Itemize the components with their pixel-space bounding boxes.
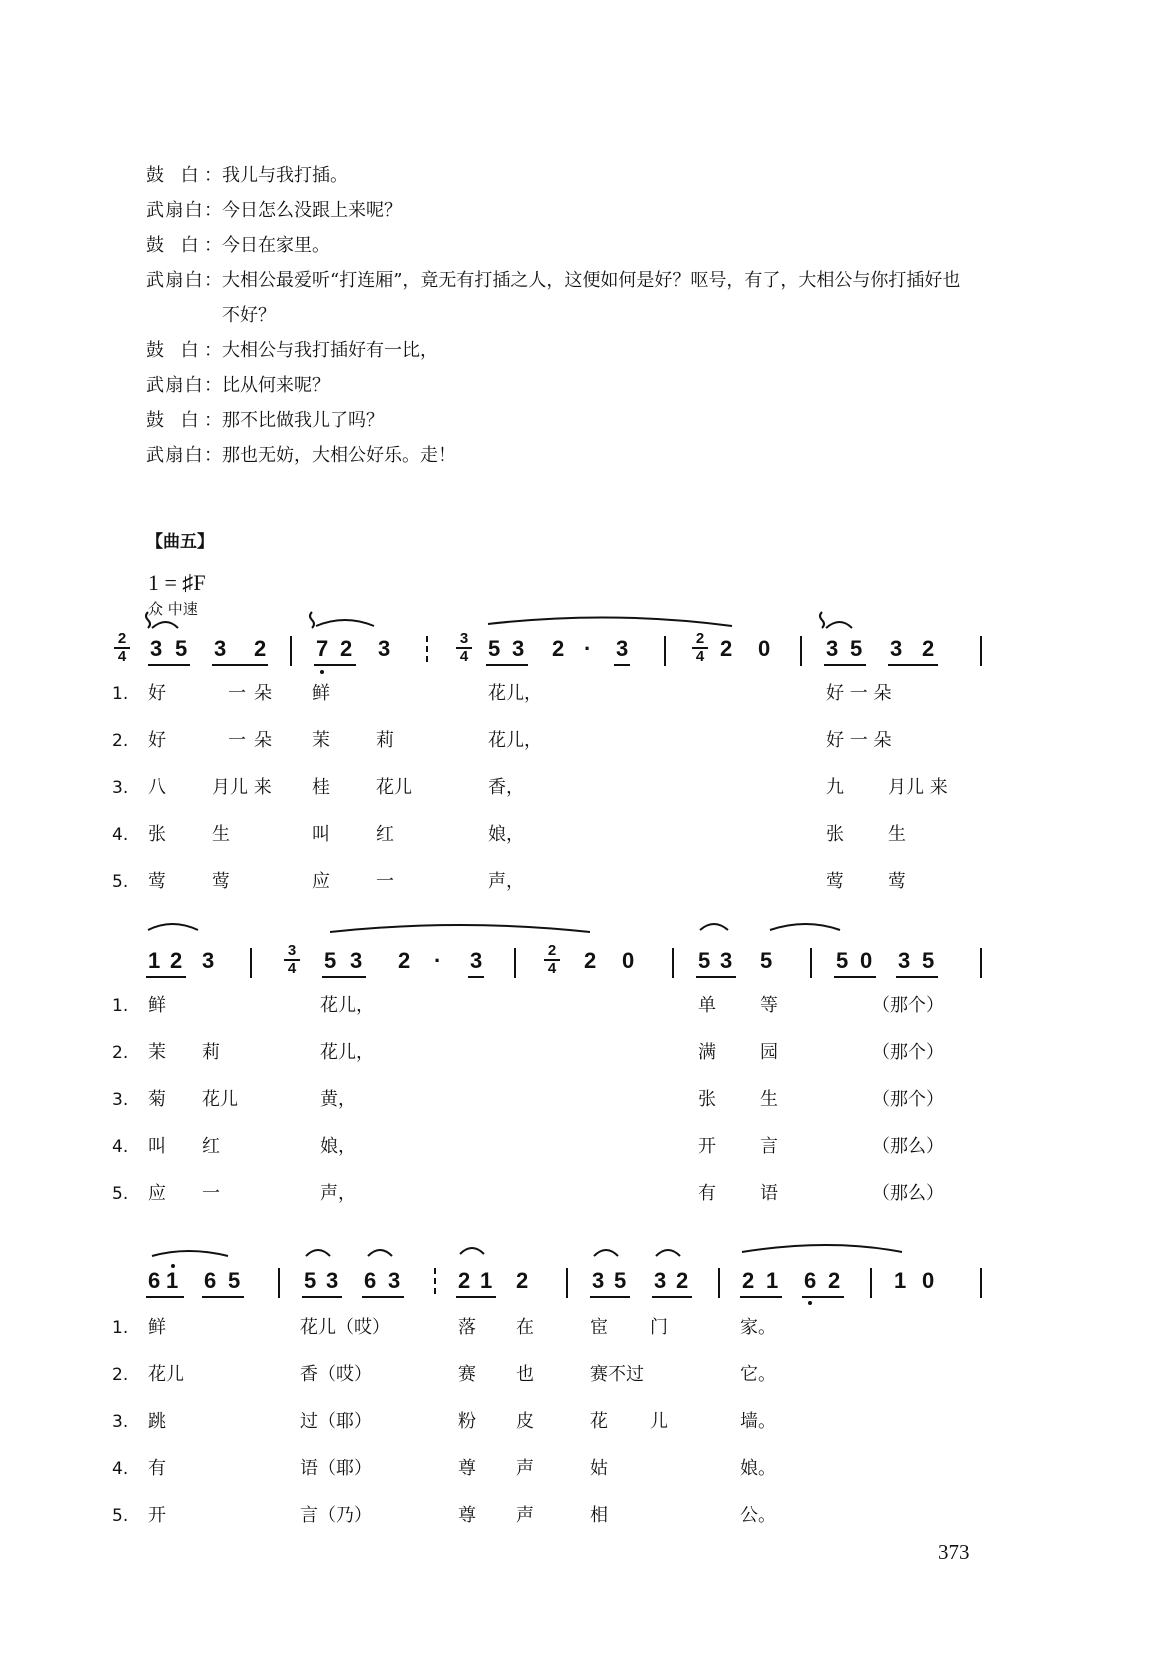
lyric: 声， [488, 871, 524, 892]
lyric: 赛 [458, 1364, 476, 1385]
note: 7 [316, 636, 329, 661]
speaker: 武扇白： [146, 200, 222, 221]
lyric: 茉 [148, 1042, 166, 1063]
grace-mark [310, 612, 314, 628]
note: 6 [148, 1268, 161, 1293]
slur [152, 1251, 228, 1256]
note: 2 [398, 948, 411, 973]
note: 2 [676, 1268, 689, 1293]
lyric: 茉 [312, 730, 330, 751]
lyric: 娘， [488, 824, 524, 845]
barline [980, 948, 982, 978]
note: 0 [922, 1268, 935, 1293]
verse-number: 2. [112, 1043, 129, 1063]
speaker: 鼓 白： [146, 235, 222, 256]
lyric: 好 一 朵 [826, 730, 892, 751]
note: 0 [860, 948, 873, 973]
note: 2 [720, 636, 733, 661]
note: 5 [698, 948, 711, 973]
slur [306, 1250, 330, 1256]
lyric: 娘， [320, 1136, 356, 1157]
lyric: 开 [148, 1505, 166, 1526]
note: 2 [552, 636, 565, 661]
lyric: 黄， [320, 1089, 356, 1110]
barline [250, 948, 252, 978]
lyric: 赛不过 [590, 1364, 644, 1385]
slur [330, 925, 590, 932]
underline [202, 1296, 244, 1298]
lyric: 一 [228, 730, 246, 751]
barline [426, 636, 428, 666]
lyric: 朵 [254, 730, 272, 751]
dialogue-text: 不好？ [222, 305, 276, 326]
note: 3 [350, 948, 363, 973]
barline [672, 948, 674, 978]
barline [980, 636, 982, 666]
time-signature: 2 4 [692, 632, 708, 664]
underline [802, 1296, 844, 1298]
lyric: 单 [698, 995, 716, 1016]
lyric: 尊 [458, 1505, 476, 1526]
note: 3 [616, 636, 629, 661]
verse-number: 5. [112, 1184, 129, 1204]
lyric: 花儿， [488, 730, 542, 751]
note: 5 [175, 636, 188, 661]
note: 3 [720, 948, 733, 973]
slur [152, 622, 178, 628]
note: 3 [388, 1268, 401, 1293]
underline [590, 1296, 630, 1298]
note: 5 [324, 948, 337, 973]
lyric: 语 [760, 1183, 778, 1204]
page-number: 373 [938, 1540, 970, 1564]
lyric: 月儿 来 [212, 777, 272, 798]
dialogue-text: 那不比做我儿了吗？ [222, 410, 384, 431]
underline [146, 976, 186, 978]
grace-mark [820, 612, 824, 628]
verse-number: 4. [112, 825, 129, 845]
slur [594, 1250, 618, 1256]
lyric: 香（哎） [300, 1364, 372, 1385]
underline [314, 664, 356, 666]
verse-number: 1. [112, 1318, 129, 1338]
underline [322, 976, 366, 978]
lyric: 鲜 [312, 683, 330, 704]
lyric: 墙。 [740, 1411, 776, 1432]
note: · [584, 636, 592, 661]
lyric: 粉 [458, 1411, 476, 1432]
slur [700, 924, 728, 930]
lyric: （那么） [872, 1183, 944, 1204]
underline [148, 664, 190, 666]
note: 6 [204, 1268, 217, 1293]
lyric: 张 [148, 824, 166, 845]
lyric: 门 [650, 1317, 668, 1338]
lyric: 香， [488, 777, 524, 798]
speaker: 鼓 白： [146, 410, 222, 431]
lyric: 姑 [590, 1458, 608, 1479]
lyric: （那个） [872, 1042, 944, 1063]
lyric: 应 [148, 1183, 166, 1204]
barline [290, 636, 292, 666]
verse-number: 5. [112, 872, 129, 892]
barline [514, 948, 516, 978]
low-octave-dot [320, 670, 324, 674]
lyric: 九 [826, 777, 844, 798]
speaker: 武扇白： [146, 445, 222, 466]
note: 1 [148, 948, 161, 973]
underline [824, 664, 866, 666]
lyric: 叫 [312, 824, 330, 845]
slur [656, 1250, 680, 1256]
lyric: 好 [148, 730, 166, 751]
verse-number: 5. [112, 1506, 129, 1526]
lyric: 家。 [740, 1317, 776, 1338]
underline [302, 1296, 342, 1298]
dialogue-text: 我儿与我打插。 [222, 165, 348, 186]
lyric: 生 [212, 824, 230, 845]
verse-number: 1. [112, 996, 129, 1016]
lyric: 儿 [650, 1411, 668, 1432]
lyric: 叫 [148, 1136, 166, 1157]
note: 3 [890, 636, 903, 661]
barline [980, 1268, 982, 1298]
note: 2 [922, 636, 935, 661]
lyric: 花儿， [320, 995, 374, 1016]
note: 5 [836, 948, 849, 973]
note: 2 [742, 1268, 755, 1293]
lyric: 皮 [516, 1411, 534, 1432]
high-octave-dot [171, 1264, 175, 1268]
lyric: 花儿 [202, 1089, 238, 1110]
note: 0 [758, 636, 771, 661]
underline [614, 664, 630, 666]
note: 2 [170, 948, 183, 973]
low-octave-dot [808, 1301, 812, 1305]
grace-mark [146, 612, 150, 628]
lyric: 它。 [740, 1364, 776, 1385]
note: 0 [622, 948, 635, 973]
note: 2 [458, 1268, 471, 1293]
underline [456, 1296, 496, 1298]
lyric: 花儿 [376, 777, 412, 798]
lyric: 生 [760, 1089, 778, 1110]
lyric: 张 [698, 1089, 716, 1110]
lyric: 相 [590, 1505, 608, 1526]
barline [278, 1268, 280, 1298]
underline [146, 1296, 184, 1298]
lyric: 月儿 来 [888, 777, 948, 798]
note: 5 [922, 948, 935, 973]
slur [770, 924, 840, 930]
lyric: 花儿， [320, 1042, 374, 1063]
lyric: 也 [516, 1364, 534, 1385]
key-signature: 1 = ♯F [148, 570, 206, 595]
slur [148, 924, 198, 930]
speaker: 鼓 白： [146, 165, 222, 186]
time-signature: 2 4 [544, 944, 560, 976]
lyric: 言 [760, 1136, 778, 1157]
lyric: 莺 [826, 871, 844, 892]
note: · [434, 948, 442, 973]
lyric: 好 一 朵 [826, 683, 892, 704]
lyric: 应 [312, 871, 330, 892]
lyric: 莉 [376, 730, 394, 751]
lyric: 娘。 [740, 1458, 776, 1479]
dialogue-text: 大相公最爱听“打连厢”，竟无有打插之人，这便如何是好？呕号，有了，大相公与你打插好也 [222, 270, 961, 291]
barline [800, 636, 802, 666]
barline [434, 1268, 436, 1298]
lyric: 花儿（哎） [300, 1317, 390, 1338]
verse-number: 2. [112, 731, 129, 751]
underline [652, 1296, 692, 1298]
note: 5 [760, 948, 773, 973]
lyric: 有 [148, 1458, 166, 1479]
note: 6 [364, 1268, 377, 1293]
note: 3 [592, 1268, 605, 1293]
note: 1 [480, 1268, 493, 1293]
note: 3 [202, 948, 215, 973]
note: 2 [828, 1268, 841, 1293]
dialogue-text: 比从何来呢？ [222, 375, 330, 396]
note: 6 [804, 1268, 817, 1293]
verse-number: 3. [112, 1412, 129, 1432]
note: 2 [516, 1268, 529, 1293]
lyric: 一 [228, 683, 246, 704]
verse-number: 2. [112, 1365, 129, 1385]
song-title: 【曲五】 [146, 532, 214, 552]
slur [742, 1245, 902, 1252]
lyric: 花儿， [488, 683, 542, 704]
tempo-marking: 众 中速 [148, 600, 198, 618]
lyric: 生 [888, 824, 906, 845]
verse-number: 4. [112, 1459, 129, 1479]
barline [566, 1268, 568, 1298]
note: 5 [228, 1268, 241, 1293]
speaker: 武扇白： [146, 270, 222, 291]
lyric: 宦 [590, 1317, 608, 1338]
lyric: 朵 [254, 683, 272, 704]
underline [362, 1296, 404, 1298]
time-signature: 3 4 [284, 944, 300, 976]
note: 1 [894, 1268, 907, 1293]
lyric: 张 [826, 824, 844, 845]
lyric: 菊 [148, 1089, 166, 1110]
barline [870, 1268, 872, 1298]
lyric: 八 [148, 777, 166, 798]
lyric: 花 [590, 1411, 608, 1432]
note: 5 [850, 636, 863, 661]
speaker: 武扇白： [146, 375, 222, 396]
lyric: （那么） [872, 1136, 944, 1157]
note: 2 [340, 636, 353, 661]
lyric: 有 [698, 1183, 716, 1204]
lyric: 落 [458, 1317, 476, 1338]
lyric: 莺 [888, 871, 906, 892]
barline [718, 1268, 720, 1298]
lyric: 红 [202, 1136, 220, 1157]
note: 5 [614, 1268, 627, 1293]
lyric: 红 [376, 824, 394, 845]
barline [810, 948, 812, 978]
lyric: 莺 [148, 871, 166, 892]
lyric: 鲜 [148, 1317, 166, 1338]
lyric: 尊 [458, 1458, 476, 1479]
verse-number: 4. [112, 1137, 129, 1157]
note: 2 [584, 948, 597, 973]
time-signature: 3 4 [456, 632, 472, 664]
lyric: 鲜 [148, 995, 166, 1016]
note: 3 [470, 948, 483, 973]
lyric: 声 [516, 1458, 534, 1479]
lyric: 园 [760, 1042, 778, 1063]
lyric: 跳 [148, 1411, 166, 1432]
speaker: 鼓 白： [146, 340, 222, 361]
note: 3 [898, 948, 911, 973]
dialogue-text: 大相公与我打插好有一比， [222, 340, 438, 361]
note: 5 [304, 1268, 317, 1293]
note: 3 [654, 1268, 667, 1293]
underline [696, 976, 736, 978]
lyric: 公。 [740, 1505, 776, 1526]
lyric: 声， [320, 1183, 356, 1204]
underline [740, 1296, 782, 1298]
lyric: 言（乃） [300, 1505, 372, 1526]
lyric: 等 [760, 995, 778, 1016]
note: 1 [766, 1268, 779, 1293]
time-signature: 2 4 [114, 632, 130, 664]
underline [212, 664, 268, 666]
dialogue-text: 那也无妨，大相公好乐。走！ [222, 445, 456, 466]
note: 3 [150, 636, 163, 661]
note: 1 [166, 1268, 179, 1293]
slur [488, 617, 732, 626]
lyric: 好 [148, 683, 166, 704]
underline [888, 664, 938, 666]
lyric: 莺 [212, 871, 230, 892]
lyric: 桂 [312, 777, 330, 798]
lyric: 花儿 [148, 1364, 184, 1385]
dialogue-text: 今日怎么没跟上来呢？ [222, 200, 402, 221]
lyric: 过（耶） [300, 1411, 372, 1432]
note: 3 [826, 636, 839, 661]
lyric: 开 [698, 1136, 716, 1157]
note: 2 [254, 636, 267, 661]
verse-number: 1. [112, 684, 129, 704]
slur [368, 1250, 392, 1256]
lyric: （那个） [872, 995, 944, 1016]
note: 3 [378, 636, 391, 661]
dialogue-text: 今日在家里。 [222, 235, 330, 256]
note: 5 [488, 636, 501, 661]
underline [896, 976, 938, 978]
barline [664, 636, 666, 666]
underline [486, 664, 528, 666]
note: 3 [214, 636, 227, 661]
lyric: 一 [376, 871, 394, 892]
slur [826, 622, 852, 628]
underline [834, 976, 876, 978]
lyric: 声 [516, 1505, 534, 1526]
lyric: 一 [202, 1183, 220, 1204]
note: 3 [326, 1268, 339, 1293]
lyric: 语（耶） [300, 1458, 372, 1479]
lyric: （那个） [872, 1089, 944, 1110]
lyric: 莉 [202, 1042, 220, 1063]
lyric: 满 [698, 1042, 716, 1063]
slur [460, 1248, 484, 1254]
underline [468, 976, 484, 978]
note: 3 [512, 636, 525, 661]
verse-number: 3. [112, 778, 129, 798]
verse-number: 3. [112, 1090, 129, 1110]
lyric: 在 [516, 1317, 534, 1338]
slur [316, 620, 374, 626]
